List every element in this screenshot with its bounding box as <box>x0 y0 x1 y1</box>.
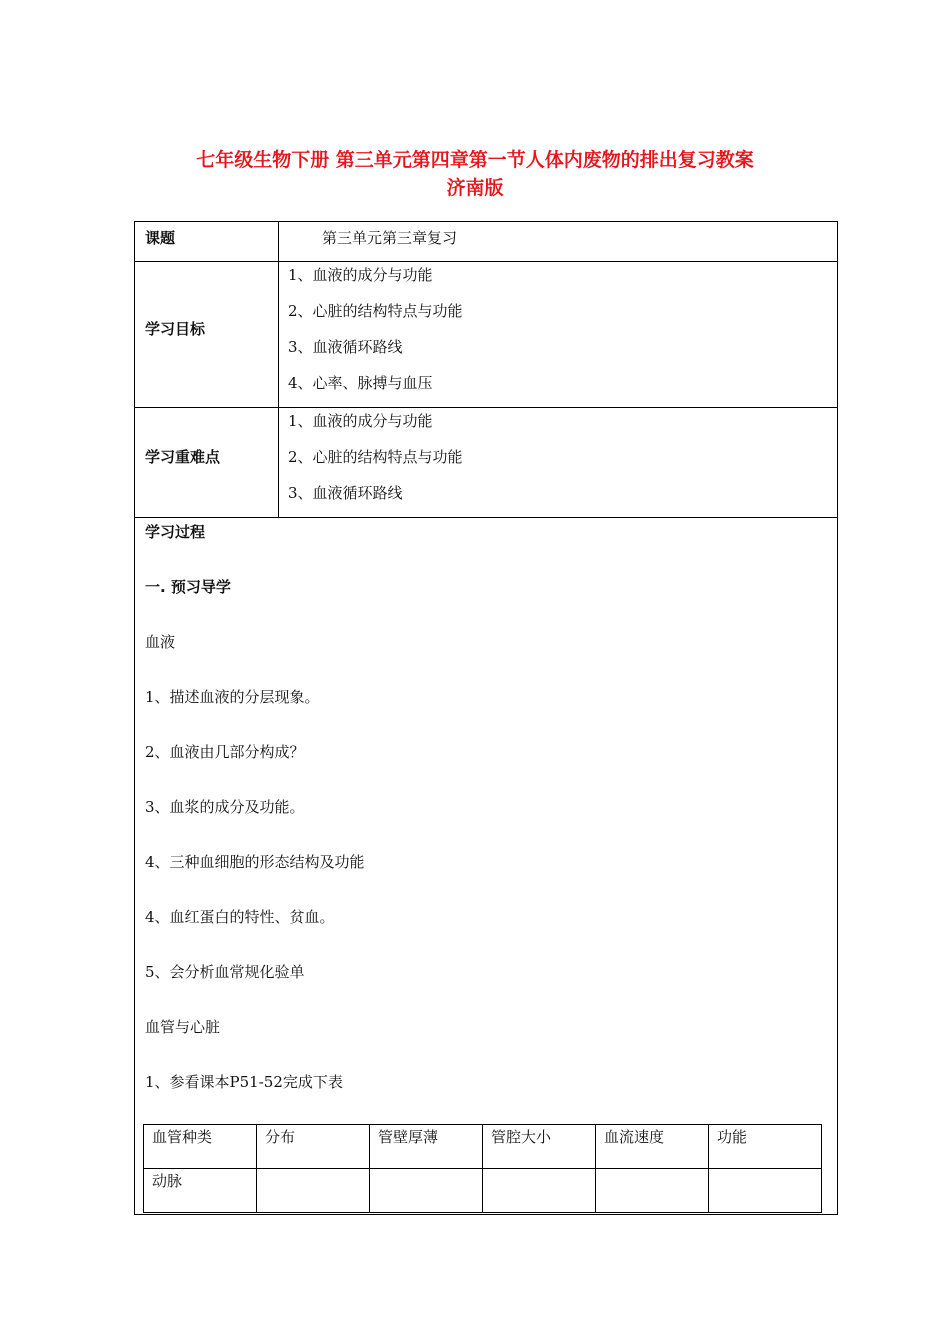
topic-value: 第三单元第三章复习 <box>322 229 458 247</box>
title-line-1: 七年级生物下册 第三单元第四章第一节人体内废物的排出复习教案 <box>196 149 754 171</box>
blood-item: 1、描述血液的分层现象。 <box>145 688 320 706</box>
lesson-plan-table <box>134 221 838 1215</box>
header-cell: 分布 <box>257 1125 370 1169</box>
goal-item: 2、心脏的结构特点与功能 <box>288 302 463 320</box>
table-cell <box>257 1169 370 1213</box>
blood-item: 3、血浆的成分及功能。 <box>145 798 305 816</box>
key-points-label: 学习重难点 <box>145 448 221 466</box>
column-divider <box>278 222 279 517</box>
table-cell <box>596 1169 709 1213</box>
row-divider <box>135 407 837 408</box>
blood-item: 4、三种血细胞的形态结构及功能 <box>145 853 365 871</box>
blood-item: 2、血液由几部分构成？ <box>145 743 305 761</box>
key-point-item: 2、心脏的结构特点与功能 <box>288 448 463 466</box>
document-title <box>0 146 950 202</box>
table-cell: 动脉 <box>144 1169 257 1213</box>
header-cell: 血管种类 <box>144 1125 257 1169</box>
process-label: 学习过程 <box>145 523 206 541</box>
header-cell: 功能 <box>709 1125 822 1169</box>
header-cell: 血流速度 <box>596 1125 709 1169</box>
goals-label: 学习目标 <box>145 320 206 338</box>
section-heading: 一. 预习导学 <box>145 578 231 596</box>
key-point-item: 1、血液的成分与功能 <box>288 412 433 430</box>
blood-item: 5、会分析血常规化验单 <box>145 963 305 981</box>
table-cell <box>483 1169 596 1213</box>
key-point-item: 3、血液循环路线 <box>288 484 403 502</box>
vessel-comparison-table <box>143 1124 822 1213</box>
blood-heading: 血液 <box>145 633 176 651</box>
goal-item: 4、心率、脉搏与血压 <box>288 374 433 392</box>
table-cell <box>370 1169 483 1213</box>
goal-item: 3、血液循环路线 <box>288 338 403 356</box>
header-cell: 管腔大小 <box>483 1125 596 1169</box>
header-cell: 管壁厚薄 <box>370 1125 483 1169</box>
vessels-instruction: 1、参看课本P51-52完成下表 <box>145 1073 343 1091</box>
table-header-row <box>144 1125 822 1169</box>
table-cell <box>709 1169 822 1213</box>
row-divider <box>135 261 837 262</box>
title-line-2: 济南版 <box>446 177 504 199</box>
vessels-heading: 血管与心脏 <box>145 1018 221 1036</box>
topic-label: 课题 <box>145 229 176 247</box>
blood-item: 4、血红蛋白的特性、贫血。 <box>145 908 335 926</box>
goal-item: 1、血液的成分与功能 <box>288 266 433 284</box>
table-row <box>144 1169 822 1213</box>
row-divider <box>135 517 837 518</box>
